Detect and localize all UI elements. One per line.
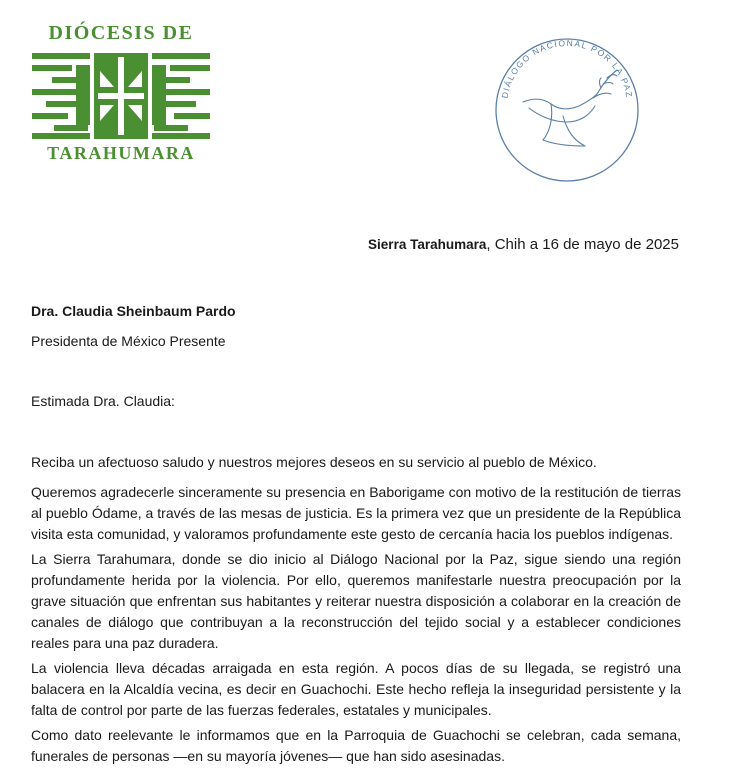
paragraph-1: Reciba un afectuoso saludo y nuestros mejores deseos en su servicio al pueblo de México. [31,454,597,470]
date-place: Sierra Tarahumara [368,237,487,252]
recipient-name: Dra. Claudia Sheinbaum Pardo [31,303,236,319]
dialogo-nacional-logo [493,36,641,184]
date-text: , Chih a 16 de mayo de 2025 [486,236,679,253]
dialogo-nacional-emblem [493,36,641,184]
peace-dove-icon [523,70,617,146]
paragraph-4: La violencia lleva décadas arraigada en esta región. A pocos días de su llegada, se registró una balacera en la Alcaldía vecina, es decir en Guachochi. Este hecho refleja la inseguridad persistente y la falta de control por parte de las fuerzas federales, estatales y municipales. [31,660,681,718]
paragraph-2: Queremos agradecerle sinceramente su presencia en Baborigame con motivo de la restitución de tierras al pueblo Ódame, a través de las mesas de justicia. Es la primera vez que un presidente de la República visita esta comunidad, y valoramos profundamente este gesto de cercanía hacia los pueblos indígenas. [31,484,681,542]
paragraph-5: Como dato reelevante le informamos que en la Parroquia de Guachochi se celebran, cada semana, funerales de personas —en su mayoría jóvenes— que han sido asesinadas. [31,727,681,764]
date-line [368,236,679,253]
recipient-title: Presidenta de México Presente [31,333,226,349]
diocese-logo [32,22,210,162]
logo-arc-text: DIÁLOGO NACIONAL POR LA PAZ [499,37,635,100]
diocese-logo-line1: DIÓCESIS DE [48,22,194,44]
diocese-emblem-icon [32,53,210,139]
salutation: Estimada Dra. Claudia: [31,393,175,409]
paragraph-3: La Sierra Tarahumara, donde se dio inicio al Diálogo Nacional por la Paz, sigue siendo una región profundamente herida por la violencia. Por ello, queremos manifestarle nuestra preocupación por la grave situación que enfrentan sus habitantes y reiterar nuestra disposición a colaborar en la creación de canales de diálogo que contribuyan a la reconstrucción del tejido social y a establecer condiciones reales para una paz duradera. [31,551,681,651]
diocese-logo-line2: TARAHUMARA [47,143,195,163]
